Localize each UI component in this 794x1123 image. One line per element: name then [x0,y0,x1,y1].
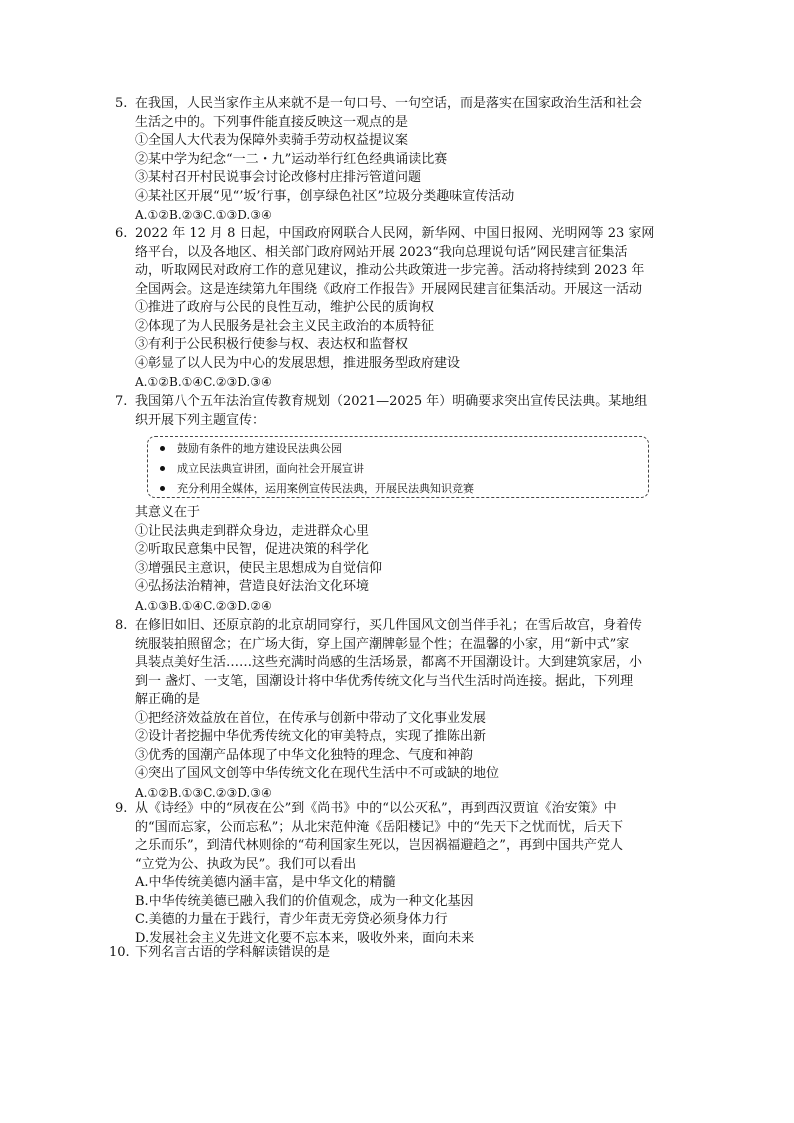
statement-1: ①把经济效益放在首位，在传承与创新中带动了文化事业发展 [135,710,487,726]
question-10 [109,944,680,963]
statement-1: ①让民法典走到群众身边，走进群众心里 [135,523,370,539]
theme-item [158,479,648,499]
statement-2: ②听取民意集中民智，促进决策的科学化 [135,542,370,557]
question-stem [135,225,680,299]
stem-line: 2022 年 12 月 8 日起，中国政府网联合人民网，新华网、中国日报网、光明网等 23 家网 [135,226,655,241]
answer-choices: A.①③B.①④C.②③D.②④ [135,598,272,613]
statement-2: ②设计者挖掘中华优秀传统文化的审美特点，实现了推陈出新 [135,729,487,744]
statement-4: ④某社区开展“见“’坂’行事，创享绿色社区”垃圾分类趣味宣传活动 [135,188,515,204]
stem-line: 之乐而乐”，到清代林则徐的“苟利国家生死以，岂因祸福避趋之”，再到中国共产党人 [135,838,623,853]
bullet-icon [160,486,165,491]
statement-3: ③有利于公民积极行使参与权、表达权和监督权 [135,337,409,352]
answer-choices: A.①②B.②③C.①③D.③④ [135,208,272,222]
stem-line: 全国两会。这是连续第九年围绕《政府工作报告》开展网民建言征集活动。开展这一活动 [135,281,643,297]
question-number: 6. [115,226,128,241]
question-9 [115,800,680,948]
statement-2: ②某中学为纪念“一二・九”运动举行红色经典诵读比赛 [135,151,448,167]
theme-item [158,459,648,479]
stem-line: 解正确的是 [135,692,201,707]
question-8 [115,617,680,802]
question-number: 10. [109,945,130,960]
stem-line: 下列名言古语的学科解读错误的是 [135,945,331,960]
question-stem [135,800,680,874]
question-7 [115,393,680,615]
question-number: 7. [115,394,128,409]
statement-4: ④弘扬法治精神，营造良好法治文化环境 [135,579,370,594]
bullet-icon [160,446,165,451]
answer-choices: A.①②B.①③C.②③D.③④ [135,785,272,800]
option-c: C.美德的力量在于践行，青少年责无旁贷必须身体力行 [135,912,448,927]
stem-line: 我国第八个五年法治宣传教育规划（2021—2025 年）明确要求突出宣传民法典。某地组 [135,394,648,409]
stem-line: “立党为公、执政为民”。我们可以看出 [135,856,357,872]
statement-3: ③增强民主意识，使民主思想成为自觉信仰 [135,560,383,576]
statement-4: ④彰显了以人民为中心的发展思想，推进服务型政府建设 [135,355,461,371]
statement-3: ③某村召开村民说事会讨论改修村庄排污管道问题 [135,170,422,185]
question-stem [135,393,680,430]
theme-item [158,439,648,459]
question-number: 5. [115,96,128,111]
stem-line: 在我国，人民当家作主从来就不是一句口号、一句空话，而是落实在国家政治生活和社会 [135,96,643,111]
stem-line: 在修旧如旧、还原京韵的北京胡同穿行，买几件国风文创当伴手礼；在雪后故宫，身着传 [135,618,643,633]
stem-line: 络平台，以及各地区、相关部门政府网站开展 2023“我向总理说句话”网民建言征集活 [135,244,628,260]
stem-line: 统服装拍照留念；在广场大街，穿上国产潮牌彰显个性；在温馨的小家，用“新中式”家 [135,636,630,652]
question-number: 9. [115,801,128,816]
option-a: A.中华传统美德内涵丰富，是中华文化的精髓 [135,875,396,890]
statement-2: ②体现了为人民服务是社会主义民主政治的本质特征 [135,318,435,334]
option-d: D.发展社会主义先进文化要不忘本来，吸收外来，面向未来 [135,930,475,946]
stem-line: 动，听取网民对政府工作的意见建议，推动公共政策进一步完善。活动将持续到 2023 年 [135,263,645,278]
theme-box [147,436,649,498]
question-5 [115,95,680,225]
question-stem [135,944,680,963]
stem-line: 具装点美好生活……这些充满时尚感的生活场景，都离不开国潮设计。大到建筑家居，小 [135,655,643,670]
stem-line: 生活之中的。下列事件能直接反映这一观点的是 [135,114,409,130]
question-number: 8. [115,618,128,633]
stem-line: 到一 盏灯、一支笔，国潮设计将中华优秀传统文化与当代生活时尚连接。据此，下列理 [135,673,634,689]
theme-text: 充分利用全媒体，运用案例宣传民法典，开展民法典知识竞赛 [177,482,474,495]
stem-line: 的“国而忘家，公而忘私”；从北宋范仲淹《岳阳楼记》中的“先天下之忧而忧，后天下 [135,819,623,835]
statement-4: ④突出了国风文创等中华传统文化在现代生活中不可或缺的地位 [135,766,500,781]
statement-1: ①推进了政府与公民的良性互动，维护公民的质询权 [135,300,435,315]
stem-line: 织开展下列主题宣传： [135,412,266,428]
stem-line: 从《诗经》中的“夙夜在公”到《尚书》中的“以公灭私”，再到西汉贾谊《治安策》中 [135,801,617,816]
option-b: B.中华传统美德已融入我们的价值观念，成为一种文化基因 [135,893,474,909]
question-6 [115,225,680,392]
stem-continuation: 其意义在于 [135,505,201,520]
question-stem [135,95,680,132]
bullet-icon [160,466,165,471]
statement-3: ③优秀的国潮产品体现了中华文化独特的理念、气度和神韵 [135,747,474,763]
statement-1: ①全国人大代表为保障外卖骑手劳动权益提议案 [135,133,409,148]
theme-text: 成立民法典宣讲团，面向社会开展宣讲 [177,462,364,475]
question-stem [135,617,680,710]
theme-text: 鼓励有条件的地方建设民法典公园 [177,442,342,455]
answer-choices: A.①②B.①④C.②③D.③④ [135,375,272,389]
